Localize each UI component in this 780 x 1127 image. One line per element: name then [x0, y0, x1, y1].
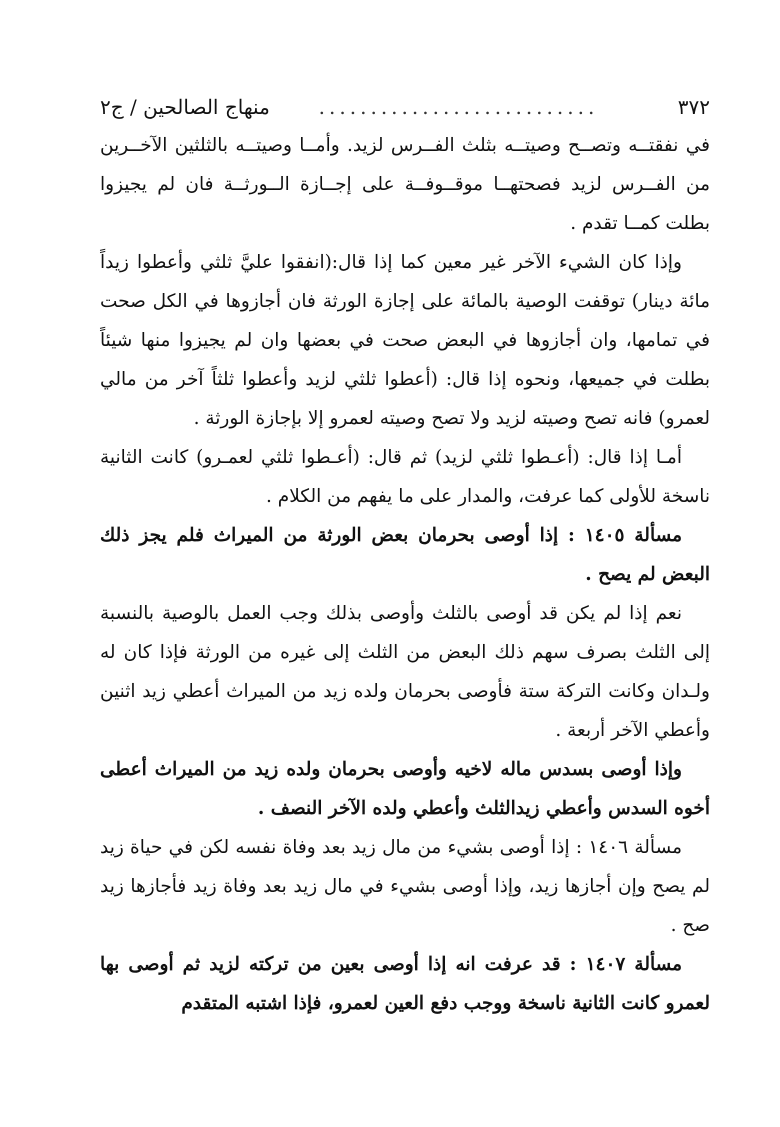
issue-1406: مسألة ١٤٠٦ : إذا أوصى بشيء من مال زيد بعد وفاة نفسه لكن في حياة زيد لم يصح وإن أجازها زيد، وإذا أوصى بشيء في مال زيد بعد وفاة زيد فأجازها زيد صح .	[100, 837, 710, 936]
header-dot-leader: ...........................	[318, 95, 599, 119]
paragraph: أمـا إذا قال: (أعـطوا ثلثي لزيد) ثم قال: (أعـطوا ثلثي لعمـرو) كانت الثانية ناسخة للأولى كما عرفت، والمدار على ما يفهم من الكلام .	[100, 447, 710, 507]
paragraph: وإذا كان الشيء الآخر غير معين كما إذا قال:(انفقوا عليَّ ثلثي وأعطوا زيداً مائة دينار) توقفت الوصية بالمائة على إجازة الورثة فان أجازوها في الكل صحت في تمامها، وان أجازوها في البعض صحت في بعضها وان لم يجيزوا منها شيئاً بطلت في جميعها، ونحوه إذا قال: (أعطوا ثلثي لزيد وأعطوا ثلثاً آخر من مالي لعمرو) فانه تصح وصيته لزيد ولا تصح وصيته لعمرو إلا بإجازة الورثة .	[100, 252, 710, 429]
page-number: ٣٧٢	[677, 95, 710, 119]
paragraph: في نفقتــه وتصــح وصيتــه بثلث الفــرس لزيد. وأمــا وصيتــه بالثلثين الآخــرين من الفــرس لزيد فصحتهــا موقــوفــة على إجــازة الــورثــة فان لم يجيزوا بطلت كمــا تقدم .	[100, 135, 710, 234]
paragraph: نعم إذا لم يكن قد أوصى بالثلث وأوصى بذلك وجب العمل بالوصية بالنسبة إلى الثلث بصرف سهم ذلك البعض من الثلث إلى غيره من الورثة فإذا كان له ولـدان وكانت التركة ستة فأوصى بحرمان ولده زيد من الميراث أعطي زيد اثنين وأعطي الآخر أربعة .	[100, 603, 710, 741]
issue-1407: مسألة ١٤٠٧ : قد عرفت انه إذا أوصى بعين من تركته لزيد ثم أوصى بها لعمرو كانت الثانية ناسخة ووجب دفع العين لعمرو، فإذا اشتبه المتقدم	[100, 954, 710, 1014]
body-text	[100, 126, 710, 1023]
paragraph: وإذا أوصى بسدس ماله لاخيه وأوصى بحرمان ولده زيد من الميراث أعطى أخوه السدس وأعطي زيدالثلث وأعطي ولده الآخر النصف .	[100, 759, 710, 819]
issue-1405: مسألة ١٤٠٥ : إذا أوصى بحرمان بعض الورثة من الميراث فلم يجز ذلك البعض لم يصح .	[100, 525, 710, 585]
page	[100, 92, 710, 1023]
running-header	[100, 92, 710, 126]
book-title: منهاج الصالحين / ج٢	[100, 95, 270, 119]
